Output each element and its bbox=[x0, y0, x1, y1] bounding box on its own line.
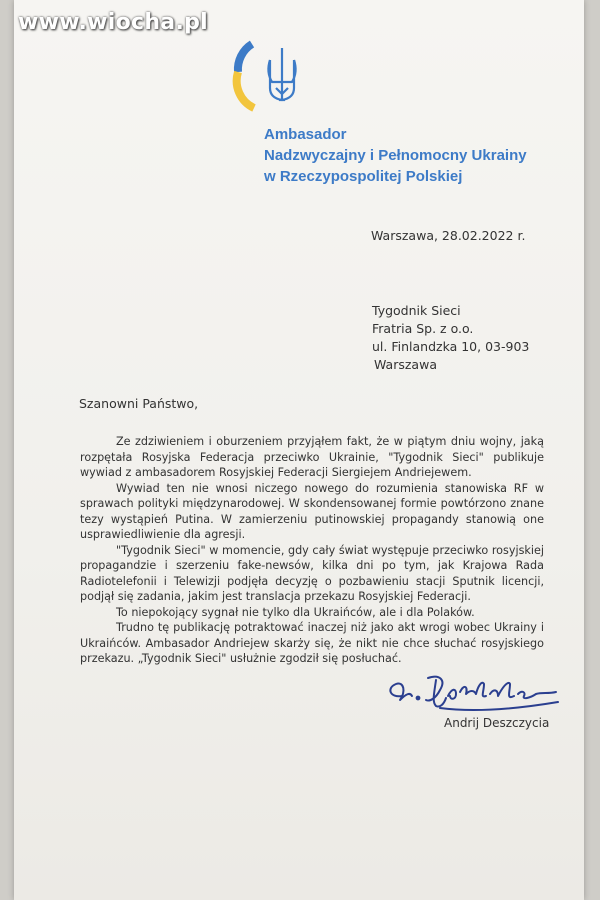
recipient-city: Warszawa bbox=[374, 357, 437, 372]
site-watermark: www.wiocha.pl bbox=[18, 10, 208, 35]
recipient-name: Tygodnik Sieci bbox=[372, 303, 461, 318]
paragraph-2: Wywiad ten nie wnosi niczego nowego do rozumienia stanowiska RF w sprawach polityki międzynarodowej. W skondensowanej formie powtórzono znane tezy wystąpień Putina. W zamierzeniu putinowskiej propagandy stanowią one usprawiedliwienie dla agresji. bbox=[80, 481, 544, 541]
letter-body bbox=[80, 434, 544, 667]
letterhead-line-1: Ambasador bbox=[264, 126, 347, 143]
signer-name: Andrij Deszczycia bbox=[444, 716, 550, 730]
letter-sheet bbox=[14, 0, 584, 900]
recipient-company: Fratria Sp. z o.o. bbox=[372, 321, 474, 336]
paragraph-3: "Tygodnik Sieci" w momencie, gdy cały świat występuje przeciwko rosyjskiej propagandzie i szerzeniu fake-newsów, kilka dni po tym, jak Krajowa Rada Radiotelefonii i Telewizji podjęła decyzję o pozbawieniu stacji Sputnik licencji, podjął się zadania, jakim jest translacja przekazu Rosyjskiej Federacji. bbox=[80, 543, 544, 603]
recipient-street: ul. Finlandzka 10, 03-903 bbox=[372, 339, 530, 354]
paragraph-5: Trudno tę publikację potraktować inaczej niż jako akt wrogi wobec Ukrainy i Ukraińców. Ambasador Andriejew skarży się, że nikt nie chce słuchać rosyjskiego przekazu. „Tygodnik Sieci" usłużnie zgodził się posłuchać. bbox=[80, 621, 544, 665]
paragraph-1: Ze zdziwieniem i oburzeniem przyjąłem fakt, że w piątym dniu wojny, jaką rozpętała Rosyjska Federacja przeciwko Ukrainie, "Tygodnik Sieci" publikuje wywiad z ambasadorem Rosyjskiej Federacji Siergiejem Andriejewem. bbox=[80, 435, 544, 479]
letterhead-line-2: Nadzwyczajny i Pełnomocny Ukrainy bbox=[264, 147, 527, 164]
salutation: Szanowni Państwo, bbox=[79, 396, 199, 411]
trident-emblem-icon bbox=[232, 38, 302, 112]
letterhead-line-3: w Rzeczypospolitej Polskiej bbox=[264, 168, 463, 185]
letter-date: Warszawa, 28.02.2022 r. bbox=[371, 228, 526, 243]
handwritten-signature bbox=[380, 666, 570, 716]
letterhead bbox=[264, 124, 527, 187]
paragraph-4: To niepokojący sygnał nie tylko dla Ukraińców, ale i dla Polaków. bbox=[116, 605, 475, 619]
recipient-address bbox=[372, 302, 529, 374]
